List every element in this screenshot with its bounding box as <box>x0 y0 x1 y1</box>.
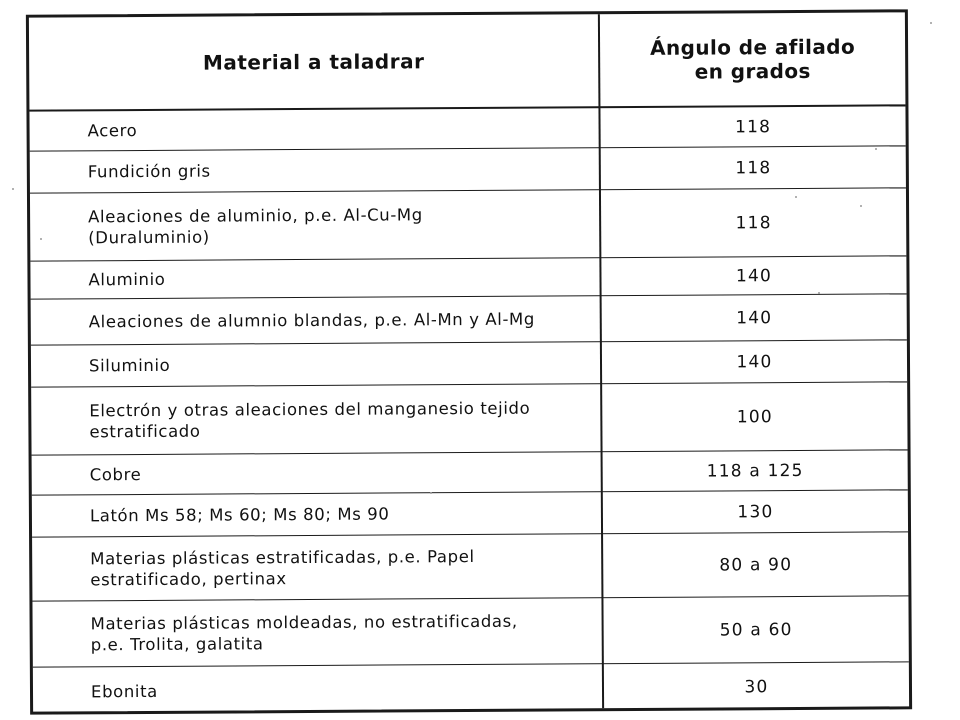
material-cell: Aleaciones de alumnio blandas, p.e. Al-Mn y Al-Mg <box>88 309 535 332</box>
scan-speck <box>430 492 432 494</box>
table-row <box>33 662 909 715</box>
scan-speck <box>795 196 797 198</box>
table-row <box>32 532 908 601</box>
table-row <box>32 490 908 537</box>
table-row <box>31 382 907 455</box>
scan-speck <box>818 292 820 294</box>
angle-cell: 118 <box>735 157 772 178</box>
table-row <box>30 188 906 261</box>
scan-speck <box>40 238 42 240</box>
scan-speck <box>860 205 862 207</box>
material-cell: Electrón y otras aleaciones del manganesio tejido estratificado <box>89 398 531 441</box>
table-row <box>32 596 908 667</box>
drill-angle-table <box>26 9 912 714</box>
material-cell: Latón Ms 58; Ms 60; Ms 80; Ms 90 <box>89 504 390 526</box>
scan-speck <box>930 22 932 24</box>
material-cell: Ebonita <box>90 681 158 701</box>
table-row <box>32 450 908 495</box>
material-cell: Acero <box>87 121 138 141</box>
angle-cell: 30 <box>744 677 769 698</box>
table-row <box>31 340 907 387</box>
header-angle: Ángulo de afilado en grados <box>650 34 856 84</box>
angle-cell: 50 a 60 <box>719 619 793 640</box>
material-cell: Cobre <box>89 465 142 485</box>
material-cell: Fundición gris <box>87 161 211 182</box>
angle-cell: 100 <box>736 406 773 427</box>
material-cell: Aleaciones de aluminio, p.e. Al-Cu-Mg (Duraluminio) <box>88 204 423 247</box>
angle-cell: 130 <box>737 501 774 522</box>
table-body <box>29 106 909 711</box>
header-material: Material a taladrar <box>202 49 425 75</box>
material-cell: Aluminio <box>88 269 166 290</box>
scan-speck <box>875 148 877 150</box>
angle-cell: 140 <box>735 265 773 286</box>
table-row <box>30 146 906 193</box>
angle-cell: 140 <box>736 307 773 328</box>
angle-cell: 118 <box>734 116 772 137</box>
table-row <box>30 256 906 299</box>
material-cell: Materias plásticas estratificadas, p.e. Papel estratificado, pertinax <box>90 546 475 589</box>
angle-cell: 140 <box>736 351 773 372</box>
table-row <box>29 106 905 151</box>
table-header <box>29 12 906 111</box>
angle-cell: 118 <box>735 212 772 233</box>
scan-speck <box>12 188 14 190</box>
angle-cell: 80 a 90 <box>719 554 793 575</box>
angle-cell: 118 a 125 <box>706 460 804 482</box>
material-cell: Materias plásticas moldeadas, no estratificadas, p.e. Trolita, galatita <box>90 611 518 654</box>
material-cell: Siluminio <box>88 355 171 376</box>
table-row <box>31 294 907 345</box>
